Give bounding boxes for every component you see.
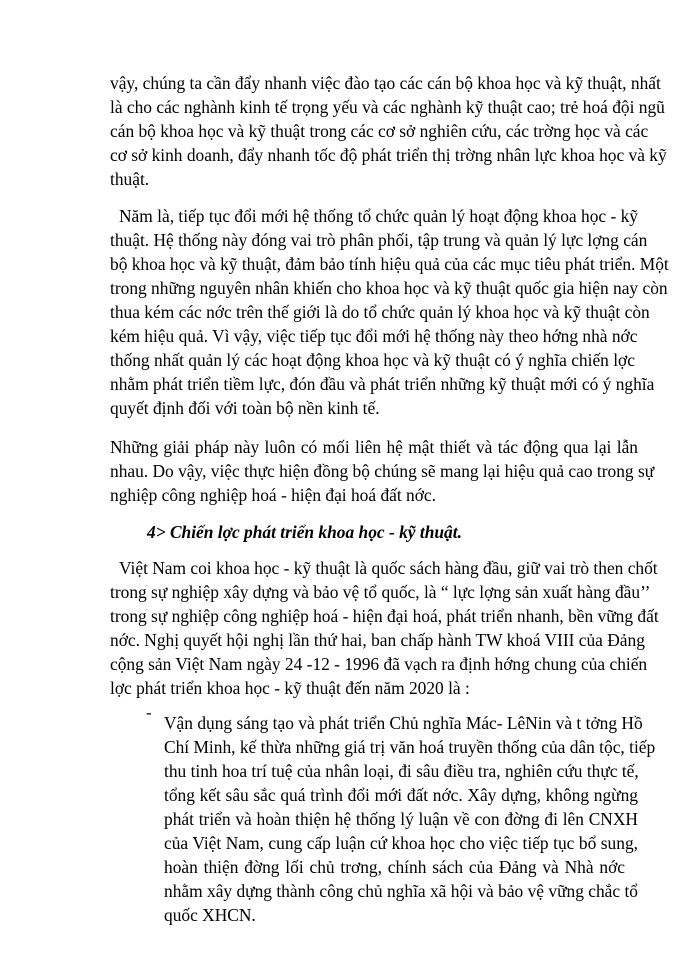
text-line: phát triển và hoàn thiện hệ thống lý luận về con đờng đi lên CNXH (164, 809, 638, 829)
text-line: Năm là, tiếp tục đổi mới hệ thống tổ chức quản lý hoạt động khoa học - kỹ (119, 206, 638, 226)
text-line: trong những nguyên nhân khiến cho khoa học và kỹ thuật quốc gia hiện nay còn (110, 278, 668, 298)
text-line: lợc phát triển khoa học - kỹ thuật đến năm 2020 là : (110, 678, 470, 698)
text-line: quyết định đối với toàn bộ nền kinh tế. (110, 398, 380, 418)
text-line: hoàn thiện đờng lối chủ trơng, chính sách của Đảng và Nhà nớc (164, 857, 625, 877)
text-line: của Việt Nam, cung cấp luận cứ khoa học cho việc tiếp tục bổ sung, (164, 833, 638, 853)
text-line: trong sự nghiệp công nghiệp hoá - hiện đại hoá, phát triển nhanh, bền vững đất (110, 606, 659, 626)
text-line: nhằm phát triển tiềm lực, đón đầu và phát triển những kỹ thuật mới có ý nghĩa (110, 374, 655, 394)
text-line: cơ sở kinh doanh, đẩy nhanh tốc độ phát triển thị trờng nhân lực khoa học và kỹ (110, 145, 667, 165)
text-line: tổng kết sâu sắc quá trình đổi mới đất nớc. Xây dựng, không ngừng (164, 785, 638, 805)
text-line: thống nhất quản lý các hoạt động khoa học và kỹ thuật có ý nghĩa chiến lợc (110, 350, 635, 370)
text-line: thuật. Hệ thống này đóng vai trò phân phối, tập trung và quản lý lực lợng cán (110, 230, 648, 250)
text-line: Chí Minh, kế thừa những giá trị văn hoá truyền thống của dân tộc, tiếp (164, 737, 656, 757)
text-line: thua kém các nớc trên thế giới là do tổ chức quản lý khoa học và kỹ thuật còn (110, 302, 650, 322)
text-line: là cho các nghành kinh tế trọng yếu và các nghành kỹ thuật cao; trẻ hoá đội ngũ (110, 97, 665, 117)
text-line: bộ khoa học và kỹ thuật, đảm bảo tính hiệu quả của các mục tiêu phát triển. Một (110, 254, 669, 274)
text-line: nớc. Nghị quyết hội nghị lần thứ hai, ban chấp hành TW khoá VIII của Đảng (110, 630, 645, 650)
text-line: cán bộ khoa học và kỹ thuật trong các cơ sở nghiên cứu, các trờng học và các (110, 121, 649, 141)
text-line: nhau. Do vậy, việc thực hiện đồng bộ chúng sẽ mang lại hiệu quả cao trong sự (110, 461, 655, 481)
text-line: nhằm xây dựng thành công chủ nghĩa xã hội và bảo vệ vững chắc tổ (164, 881, 638, 901)
text-line: Những giải pháp này luôn có mối liên hệ mật thiết và tác động qua lại lẫn (110, 437, 638, 457)
text-line: vậy, chúng ta cần đẩy nhanh việc đào tạo các cán bộ khoa học và kỹ thuật, nhất (110, 73, 661, 93)
text-line: thu tinh hoa trí tuệ của nhân loại, đi sâu điều tra, nghiên cứu thực tế, (164, 761, 639, 781)
text-line: cộng sản Việt Nam ngày 24 -12 - 1996 đã vạch ra định hớng chung của chiến (110, 654, 648, 674)
text-line: kém hiệu quả. Vì vậy, việc tiếp tục đổi mới hệ thống này theo hớng nhà nớc (110, 326, 638, 346)
section-heading: 4> Chiến lợc phát triển khoa học - kỹ thuật. (147, 522, 462, 542)
bullet-dash-icon: - (146, 703, 152, 722)
text-line: Vận dụng sáng tạo và phát triển Chủ nghĩa Mác- LêNin và t tởng Hồ (164, 713, 643, 733)
text-line: Việt Nam coi khoa học - kỹ thuật là quốc sách hàng đầu, giữ vai trò then chốt (119, 558, 658, 578)
text-line: nghiệp công nghiệp hoá - hiện đại hoá đất nớc. (110, 485, 436, 505)
text-line: trong sự nghiệp xây dựng và bảo vệ tổ quốc, là “ lực lợng sản xuất hàng đầu’’ (110, 582, 651, 602)
text-line: quốc XHCN. (164, 905, 256, 925)
text-line: thuật. (110, 169, 150, 189)
